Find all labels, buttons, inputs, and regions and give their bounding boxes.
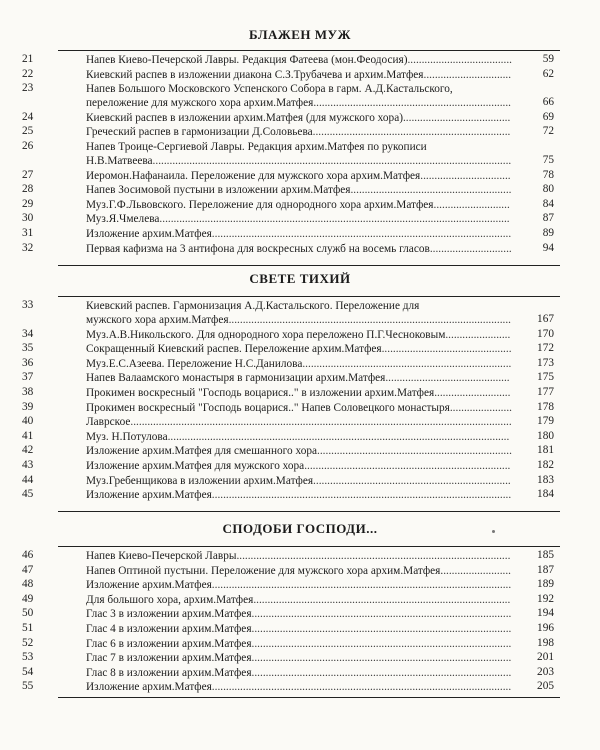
section-heading: СПОДОБИ ГОСПОДИ...	[222, 521, 378, 536]
entry-page-number: 89	[542, 227, 554, 239]
entry-title-text: Н.В.Матвеева	[86, 155, 153, 167]
entry-title-text: Муз.Е.С.Азеева. Переложение Н.С.Данилова	[86, 357, 303, 370]
entry-number: 52	[22, 636, 34, 649]
leader-dots: ............................................	[385, 372, 510, 385]
entry-title-line	[86, 82, 518, 96]
leader-dots: ..........................................................................	[302, 357, 512, 370]
leader-dots: ............................................................................................	[251, 637, 512, 650]
leader-dots: .........................................................	[350, 184, 512, 197]
entry-title-line	[86, 53, 518, 67]
entry-number: 40	[22, 415, 34, 428]
entry-title-text: Глас 3 в изложении архим.Матфея	[86, 608, 252, 621]
entry-number: 55	[22, 680, 34, 693]
entry-title-line	[86, 371, 518, 385]
entry-title-line	[86, 593, 518, 607]
entry-title-text: Сокращенный Киевский распев. Переложение архим.Матфея	[86, 343, 382, 356]
print-speck	[492, 530, 495, 533]
entry-title-text: Напев Оптиной пустыни. Переложение для мужского хора архим.Матфея.	[86, 564, 444, 577]
entry-title-text: Напев Зосимовой пустыни в изложении архим.Матфея	[86, 184, 351, 197]
entry-page-number: 78	[542, 168, 554, 181]
entry-number: 31	[22, 227, 34, 239]
entries-list-blazhen-muzh	[22, 50, 560, 266]
entry-title-line	[86, 111, 518, 125]
entry-title-line	[86, 637, 518, 651]
entry-title-line	[86, 549, 518, 563]
entry-title-line	[86, 607, 518, 621]
entry-title-line	[86, 666, 518, 680]
entry-title-line	[86, 651, 518, 665]
entry-page-number: 62	[542, 67, 554, 80]
leader-dots: .................................................................................................	[236, 550, 511, 562]
entry-title-text: Напев Большого Московского Успенского Собора в гарм. А.Д.Кастальского,	[86, 83, 453, 96]
entry-number: 43	[22, 459, 34, 471]
leader-dots: ...........................................................................................	[253, 593, 511, 606]
entry-page-number: 175	[537, 371, 554, 384]
entry-title-line	[86, 328, 518, 342]
entry-title-text: Глас 4 в изложении архим.Матфея	[86, 623, 252, 635]
entry-page-number: 66	[542, 96, 554, 109]
entry-title-line	[86, 242, 518, 256]
entry-number: 47	[22, 563, 34, 576]
entry-number: 25	[22, 125, 34, 138]
entry-page-number: 187	[537, 563, 554, 576]
entry-title-text: Муз.Гребенщикова в изложении архим.Матфея	[86, 474, 314, 487]
leader-dots: .......................	[445, 328, 511, 341]
entry-title-text: Прокимен воскресный "Господь воцарися.." Напев Соловецкого монастыря	[86, 401, 450, 414]
entry-number: 41	[22, 429, 34, 442]
leader-dots: ...............................................................................................................................	[152, 155, 512, 167]
leader-dots: ...............................	[423, 68, 512, 81]
entry-page-number: 184	[537, 488, 554, 501]
entry-title-text: мужского хора архим.Матфея	[86, 314, 229, 326]
entry-page-number: 167	[537, 313, 554, 325]
entry-number: 39	[22, 400, 34, 413]
entry-title-line	[86, 342, 518, 356]
entry-number: 27	[22, 168, 34, 181]
leader-dots: .......................................................................................................................................	[130, 416, 512, 429]
entry-title-text: Муз.Я.Чмелева	[86, 213, 160, 226]
entry-title-text: Прокимен воскресный "Господь воцарися.." в изложении архим.Матфея	[86, 387, 435, 399]
entry-number: 44	[22, 473, 34, 486]
entry-number: 37	[22, 371, 34, 384]
entry-page-number: 75	[542, 154, 554, 166]
entry-title-text: Киевский распев в изложении диакона С.З.Трубачева и архим.Матфея	[86, 68, 424, 81]
entry-title-text: Изложение архим.Матфея	[86, 228, 212, 240]
entry-number: 42	[22, 444, 34, 457]
entry-page-number: 205	[537, 680, 554, 693]
leader-dots: ........................	[443, 564, 511, 577]
entry-title-line	[86, 401, 518, 415]
entry-number: 33	[22, 299, 34, 311]
leader-dots: ....................................................................................................	[228, 314, 511, 326]
entry-number: 54	[22, 665, 34, 678]
entry-number: 48	[22, 578, 34, 591]
entry-title-line	[86, 154, 518, 168]
entry-number: 45	[22, 488, 34, 501]
entry-page-number: 182	[537, 459, 554, 471]
entry-number: 38	[22, 386, 34, 398]
entry-page-number: 173	[537, 356, 554, 369]
entry-title-text: Для большого хора, архим.Матфея	[86, 593, 254, 606]
entry-page-number: 72	[542, 125, 554, 138]
entry-title-text: Напев Киево-Печерской Лавры. Редакция Фатеева (мон.Феодосия)	[86, 54, 408, 66]
entry-page-number: 94	[542, 241, 554, 254]
leader-dots: ......................................................................	[313, 97, 512, 110]
entries-list-svete-tikhiy	[22, 296, 560, 512]
entry-title-line	[86, 169, 518, 183]
entry-number: 24	[22, 110, 34, 123]
entry-title-text: Глас 8 в изложении архим.Матфея	[86, 666, 252, 679]
entry-number: 50	[22, 607, 34, 620]
entry-title-text: Лаврское	[86, 416, 131, 429]
entry-title-line	[86, 125, 518, 139]
entry-title-text: Напев Троице-Сергиевой Лавры. Редакция архим.Матфея по рукописи	[86, 141, 427, 153]
section-blazhen-muzh	[0, 26, 600, 44]
leader-dots: ......................................	[402, 111, 511, 124]
entry-number: 51	[22, 622, 34, 634]
entry-page-number: 59	[542, 53, 554, 65]
leader-dots: ..........................................................................................................	[211, 579, 512, 592]
leader-dots: ................................	[420, 169, 511, 182]
entry-title-line	[86, 415, 518, 429]
leader-dots: .....................................	[407, 54, 512, 66]
entry-title-text: Изложение архим.Матфея	[86, 681, 212, 694]
entry-title-text: переложение для мужского хора архим.Матфея	[86, 97, 314, 110]
entry-page-number: 84	[542, 197, 554, 210]
entry-title-text: Первая кафизма на 3 антифона для воскресных служб на восемь гласов	[86, 242, 430, 255]
entry-title-text: Глас 6 в изложении архим.Матфея	[86, 637, 252, 650]
entry-title-text: Иеромон.Нафанаила. Переложение для мужского хора архим.Матфея	[86, 169, 421, 182]
entry-number: 23	[22, 82, 34, 95]
entry-page-number: 181	[537, 444, 554, 457]
entry-page-number: 196	[537, 622, 554, 634]
entries-list-spodobi-gospodi	[22, 546, 560, 698]
entry-page-number: 194	[537, 607, 554, 620]
entry-title-line	[86, 386, 518, 400]
entry-page-number: 80	[542, 183, 554, 196]
entry-page-number: 201	[537, 651, 554, 664]
section-heading: БЛАЖЕН МУЖ	[249, 27, 351, 42]
entry-title-text: Муз. Н.Потулова	[86, 430, 168, 443]
leader-dots: .........................................................................	[304, 460, 511, 472]
entry-title-text: Изложение архим.Матфея для смешанного хора	[86, 445, 318, 458]
entry-title-line	[86, 430, 518, 444]
entry-title-text: Напев Киево-Печерской Лавры	[86, 550, 237, 562]
entry-number: 21	[22, 53, 34, 65]
leader-dots: .............................	[429, 242, 512, 255]
entry-page-number: 170	[537, 327, 554, 340]
entry-page-number: 183	[537, 473, 554, 486]
leader-dots: ..........................................................................................................	[211, 489, 512, 502]
entry-title-line	[86, 488, 518, 502]
entry-title-text: Глас 7 в изложении архим.Матфея	[86, 652, 252, 665]
entry-title-line	[86, 357, 518, 371]
entry-page-number: 198	[537, 636, 554, 649]
entry-number: 29	[22, 197, 34, 210]
leader-dots: ............................................................................................................................	[159, 213, 510, 226]
entry-title-line	[86, 198, 518, 212]
entry-number: 46	[22, 549, 34, 561]
entry-title-text: Муз.Г.Ф.Львовского. Переложение для однородного хора архим.Матфея	[86, 198, 434, 211]
leader-dots: ..............................................	[381, 343, 512, 356]
section-svete-tikhiy	[0, 270, 600, 288]
entry-page-number: 69	[542, 110, 554, 123]
leader-dots: ......................................................................	[312, 126, 511, 139]
leader-dots: ...........................	[434, 387, 511, 399]
entry-title-line	[86, 96, 518, 110]
entry-page-number: 177	[537, 386, 554, 398]
entry-title-text: Киевский распев в изложении архим.Матфея (для мужского хора)	[86, 111, 403, 124]
entry-title-text: Напев Валаамского монастыря в гармонизации архим.Матфея	[86, 372, 386, 385]
entry-title-text: Киевский распев. Гармонизация А.Д.Кастальского. Переложение для	[86, 300, 420, 312]
entry-page-number: 87	[542, 212, 554, 225]
leader-dots: .....................................................................	[317, 445, 512, 458]
entry-page-number: 179	[537, 415, 554, 428]
entry-number: 53	[22, 651, 34, 664]
entry-page-number: 189	[537, 578, 554, 591]
leader-dots: .........................................................................................................................	[167, 430, 510, 443]
leader-dots: ............................................................................................	[251, 623, 512, 635]
entry-title-line	[86, 183, 518, 197]
leader-dots: ...........................	[433, 198, 510, 211]
entry-page-number: 192	[537, 592, 554, 605]
entry-page-number: 180	[537, 429, 554, 442]
entry-title-text: Изложение архим.Матфея для мужского хора	[86, 460, 305, 472]
entry-number: 30	[22, 212, 34, 225]
entry-page-number: 172	[537, 342, 554, 355]
entry-title-line	[86, 578, 518, 592]
leader-dots: ............................................................................................	[251, 608, 512, 621]
entry-number: 28	[22, 183, 34, 196]
leader-dots: ......................................................................	[313, 474, 511, 487]
entry-title-text: Изложение архим.Матфея	[86, 579, 212, 592]
leader-dots: ......................	[449, 401, 512, 414]
entry-title-line	[86, 227, 518, 241]
section-heading: СВЕТЕ ТИХИЙ	[249, 271, 351, 286]
entry-title-line	[86, 212, 518, 226]
entry-title-line	[86, 474, 518, 488]
entry-title-line	[86, 444, 518, 458]
entry-title-line	[86, 68, 518, 82]
entry-title-line	[86, 313, 518, 327]
entry-title-text: Изложение архим.Матфея	[86, 489, 212, 502]
entry-number: 49	[22, 592, 34, 605]
entry-number: 32	[22, 241, 34, 254]
entry-page-number: 203	[537, 665, 554, 678]
entry-title-line	[86, 140, 518, 154]
entry-page-number: 185	[537, 549, 554, 561]
entry-title-line	[86, 564, 518, 578]
entry-page-number: 178	[537, 400, 554, 413]
entry-number: 35	[22, 342, 34, 355]
leader-dots: ............................................................................................	[251, 666, 512, 679]
entry-title-line	[86, 680, 518, 694]
leader-dots: ............................................................................................	[251, 652, 512, 665]
entry-title-text: Греческий распев в гармонизации Д.Соловьева	[86, 126, 313, 139]
entry-number: 26	[22, 140, 34, 152]
entry-title-line	[86, 299, 518, 313]
entry-number: 36	[22, 356, 34, 369]
leader-dots: ..........................................................................................................	[211, 228, 512, 240]
entry-title-text: Муз.А.В.Никольского. Для однородного хора переложено П.Г.Чесноковым	[86, 328, 446, 341]
entry-title-line	[86, 459, 518, 473]
entry-number: 22	[22, 67, 34, 80]
leader-dots: ..........................................................................................................	[211, 681, 512, 694]
entry-number: 34	[22, 327, 34, 340]
entry-title-line	[86, 622, 518, 636]
section-spodobi-gospodi	[0, 520, 600, 538]
